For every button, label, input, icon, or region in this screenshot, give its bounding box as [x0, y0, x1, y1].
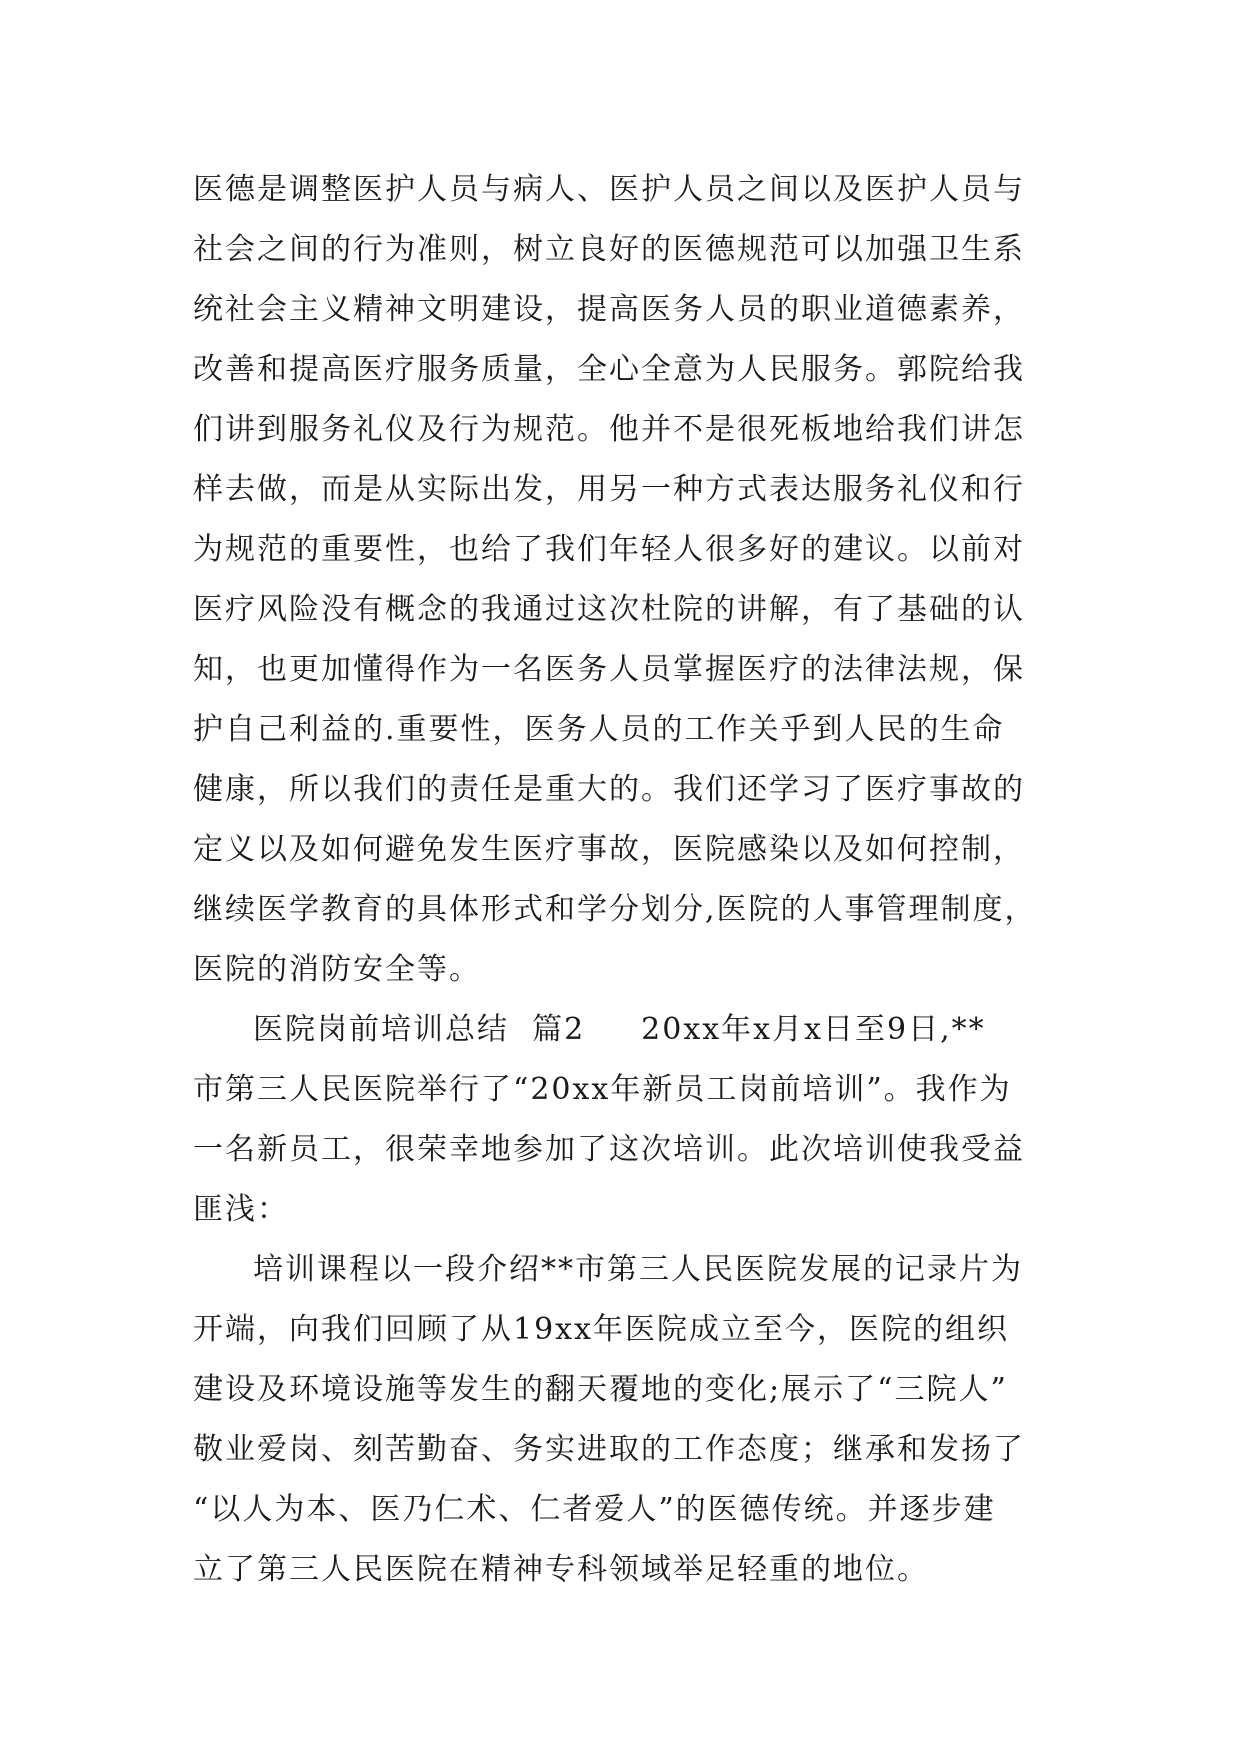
text-line: 为规范的重要性，也给了我们年轻人很多好的建议。以前对	[193, 532, 1025, 567]
text-line: 知，也更加懂得作为一名医务人员掌握医疗的法律法规，保	[193, 652, 1025, 687]
text-line: “以人为本、医乃仁术、仁者爱人”的医德传统。并逐步建	[193, 1492, 996, 1527]
text-line: 统社会主义精神文明建设，提高医务人员的职业道德素养，	[193, 292, 1025, 327]
text-line: 建设及环境设施等发生的翻天覆地的变化;展示了“三院人”	[193, 1372, 1008, 1407]
text-line: 继续医学教育的具体形式和学分划分,医院的人事管理制度，	[193, 892, 1037, 927]
text-line: 定义以及如何避免发生医疗事故，医院感染以及如何控制，	[193, 832, 1025, 867]
text-line: 医院的消防安全等。	[193, 952, 481, 987]
text-line: 市第三人民医院举行了“20xx年新员工岗前培训”。我作为	[193, 1072, 1012, 1107]
section-heading: 医院岗前培训总结 篇2	[253, 1012, 586, 1047]
text-line: 匪浅：	[193, 1192, 289, 1227]
text-line: 立了第三人民医院在精神专科领域举足轻重的地位。	[193, 1552, 929, 1587]
text-line: 一名新员工，很荣幸地参加了这次培训。此次培训使我受益	[193, 1132, 1025, 1167]
text-line-fragment: 20xx年x月x日至9日,**	[641, 1012, 986, 1047]
text-line: 健康，所以我们的责任是重大的。我们还学习了医疗事故的	[193, 772, 1025, 807]
text-line: 敬业爱岗、刻苦勤奋、务实进取的工作态度；继承和发扬了	[193, 1432, 1025, 1467]
text-line: 医疗风险没有概念的我通过这次杜院的讲解，有了基础的认	[193, 592, 1025, 627]
text-line: 护自己利益的.重要性，医务人员的工作关乎到人民的生命	[193, 712, 1005, 747]
text-line: 社会之间的行为准则，树立良好的医德规范可以加强卫生系	[193, 232, 1025, 267]
text-line: 开端，向我们回顾了从19xx年医院成立至今，医院的组织	[193, 1312, 1010, 1347]
text-line: 改善和提高医疗服务质量，全心全意为人民服务。郭院给我	[193, 352, 1025, 387]
text-line: 培训课程以一段介绍**市第三人民医院发展的记录片为	[253, 1252, 1023, 1287]
text-line: 医德是调整医护人员与病人、医护人员之间以及医护人员与	[193, 172, 1025, 207]
section-heading-line	[193, 1000, 1053, 1060]
document-body	[193, 160, 1053, 1600]
text-line: 样去做，而是从实际出发，用另一种方式表达服务礼仪和行	[193, 472, 1025, 507]
text-line: 们讲到服务礼仪及行为规范。他并不是很死板地给我们讲怎	[193, 412, 1025, 447]
